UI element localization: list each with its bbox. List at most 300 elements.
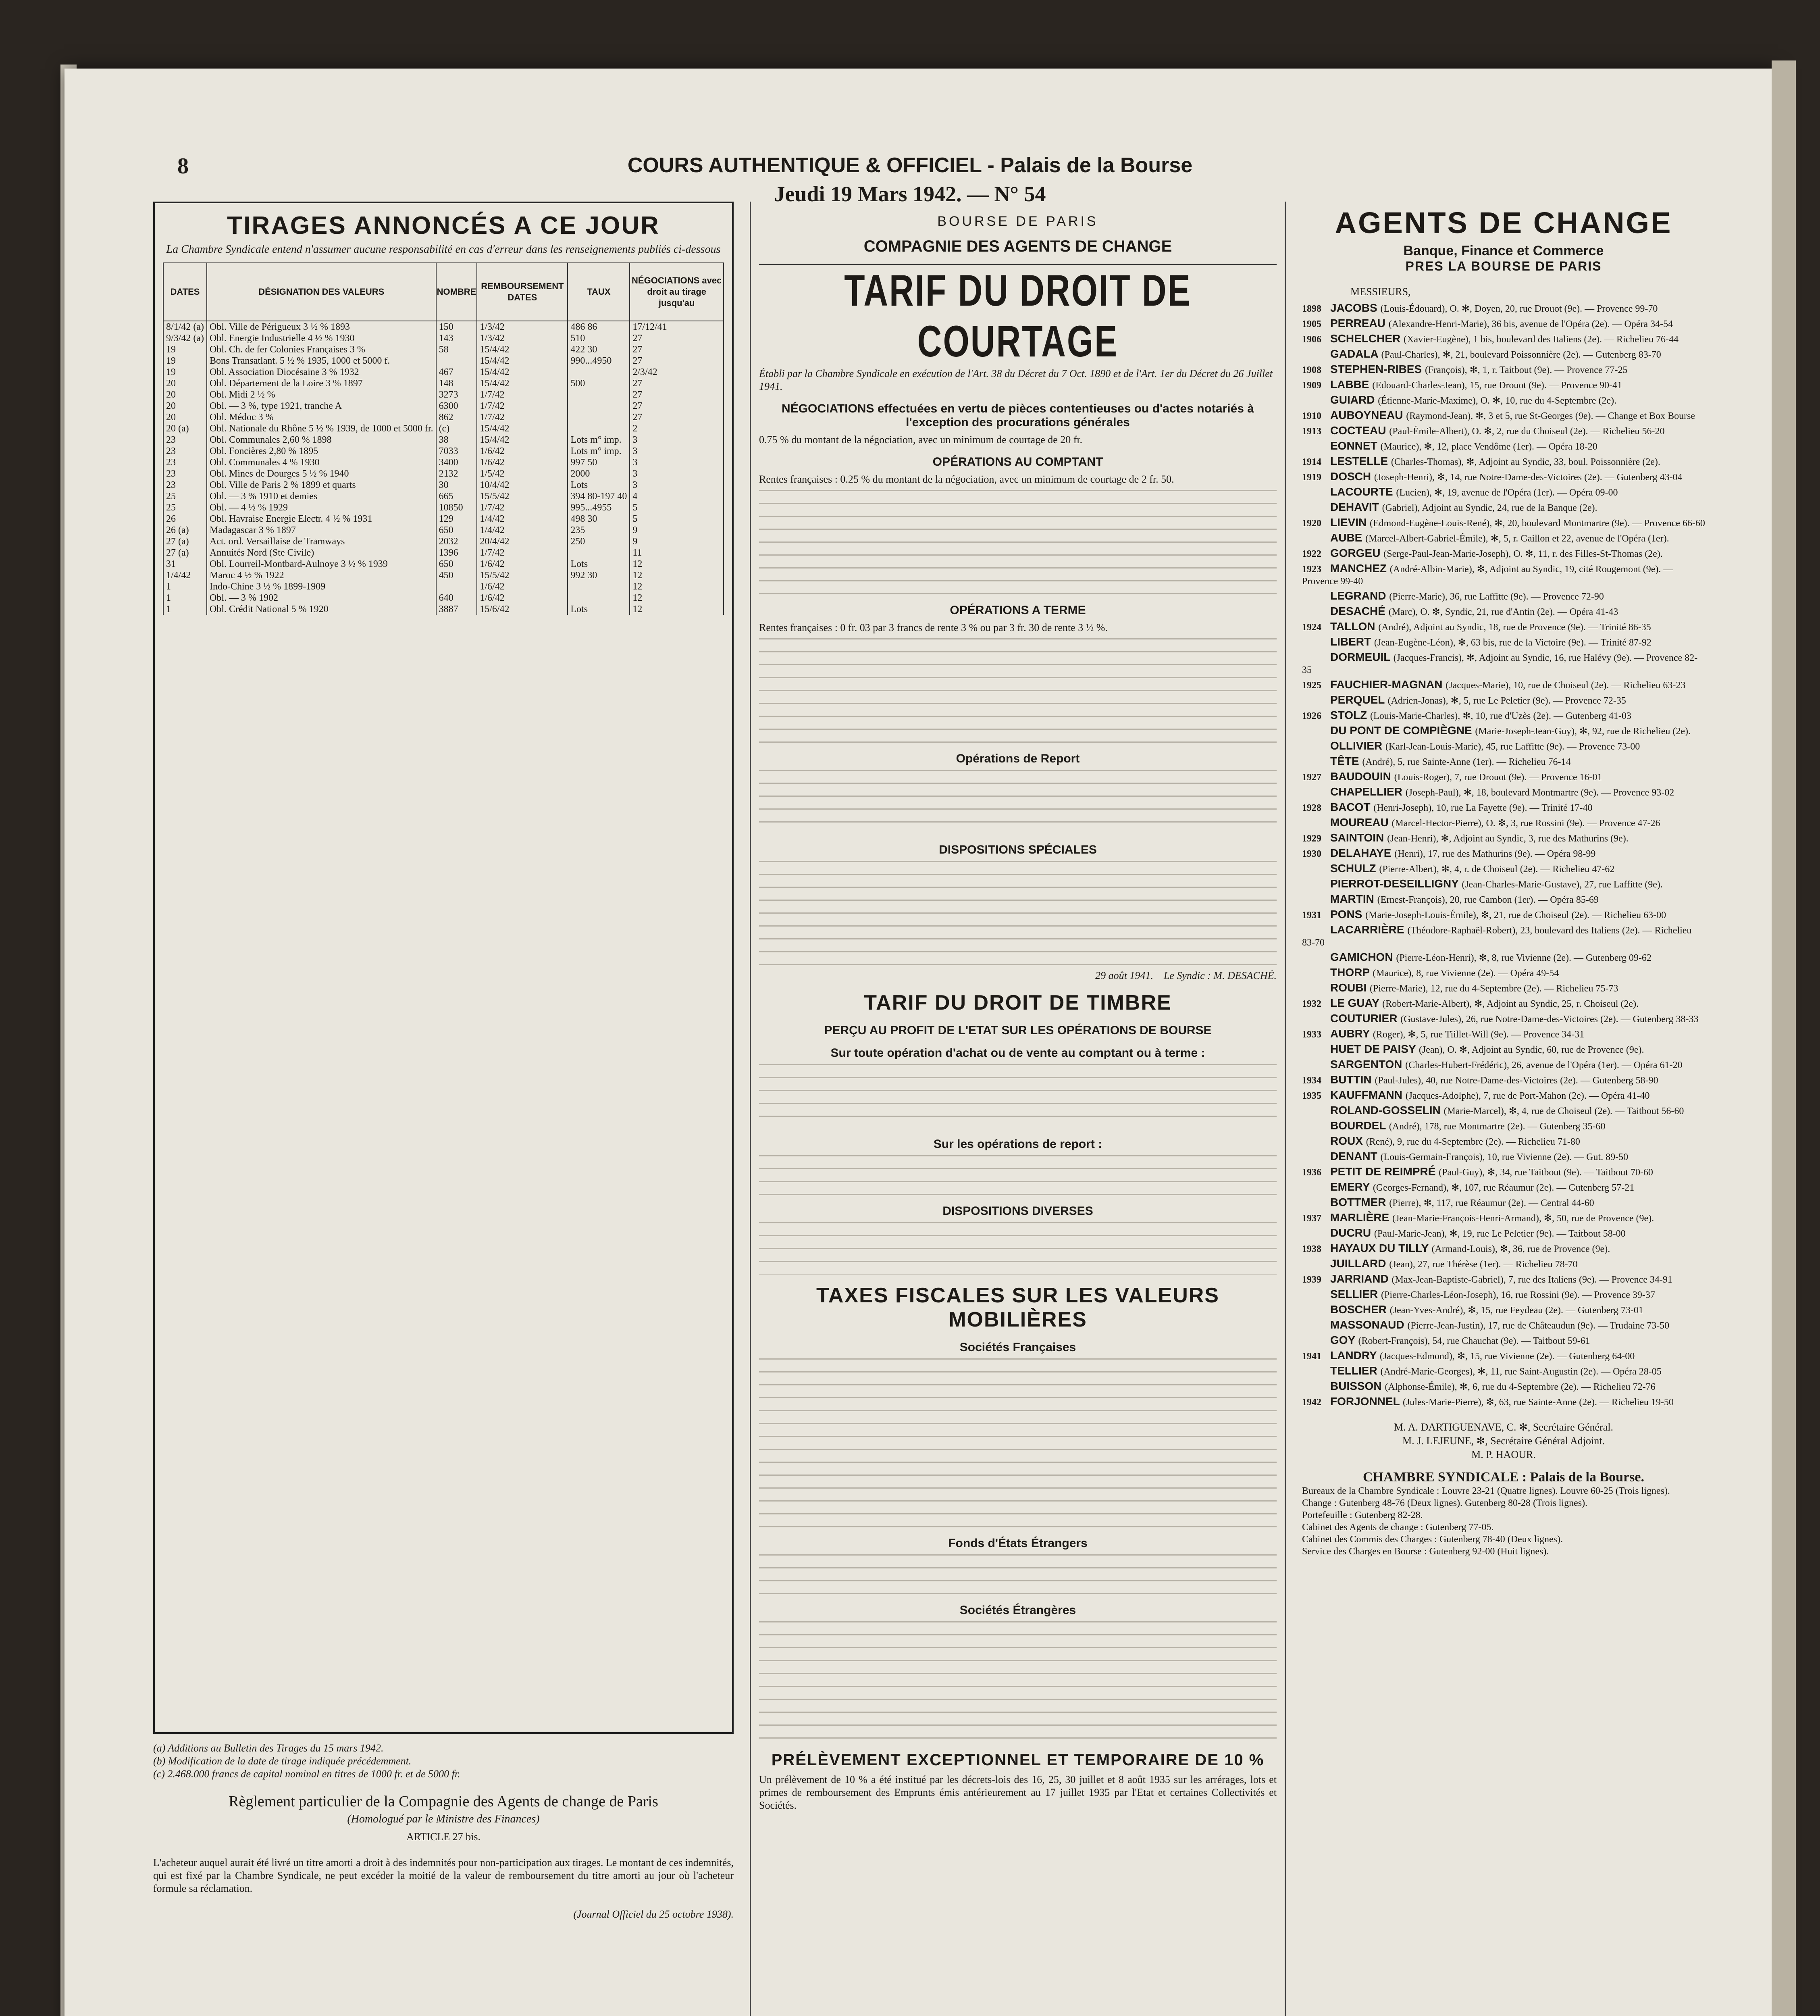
agent-entry <box>1302 1395 1705 1408</box>
agent-year: 1906 <box>1302 334 1321 345</box>
table-cell: 1/5/42 <box>477 468 568 479</box>
table-cell: 15/4/42 <box>477 434 568 446</box>
agent-info: (Jean-Marie-François-Henri-Armand), ✻, 50, rue de Provence (9e). <box>1392 1213 1654 1224</box>
agent-entry <box>1302 801 1705 814</box>
table-row <box>163 367 724 378</box>
table-cell: 500 <box>568 378 630 389</box>
table-cell: 990...4950 <box>568 355 630 367</box>
agent-name: STEPHEN-RIBES <box>1330 363 1425 375</box>
agent-info: (Jacques-Adolphe), 7, rue de Port-Mahon (2e). — Opéra 41-40 <box>1405 1091 1650 1101</box>
table-cell: 3 <box>630 446 724 457</box>
page-number: 8 <box>177 154 189 179</box>
agent-entry <box>1302 425 1705 437</box>
table-cell: 1/6/42 <box>477 446 568 457</box>
agent-name: BAUDOUIN <box>1330 770 1394 783</box>
agents-subtitle: Banque, Finance et Commerce <box>1403 243 1604 258</box>
agent-entry <box>1302 605 1705 618</box>
agent-info: (Étienne-Marie-Maxime), O. ✻, 10, rue du 4-Septembre (2e). <box>1378 396 1617 406</box>
agent-entry <box>1302 302 1705 315</box>
table-cell: Bons Transatlant. 5 ½ % 1935, 1000 et 5000 f. <box>207 355 436 367</box>
taxes-title: TAXES FISCALES SUR LES VALEURS MOBILIÈRES <box>816 1284 1219 1331</box>
agent-year: 1931 <box>1302 910 1321 921</box>
agent-name: MARLIÈRE <box>1330 1211 1392 1224</box>
table-cell: 1/7/42 <box>477 400 568 412</box>
agent-entry <box>1302 1089 1705 1102</box>
table-cell: 20 (a) <box>163 423 207 434</box>
agent-info: (Louis-Marie-Charles), ✻, 10, rue d'Uzès (2e). — Gutenberg 41-03 <box>1370 711 1631 721</box>
agent-info: (André-Marie-Georges), ✻, 11, rue Saint-Augustin (2e). — Opéra 28-05 <box>1380 1366 1662 1377</box>
table-cell: 995...4955 <box>568 502 630 513</box>
agent-year: 1942 <box>1302 1397 1321 1408</box>
agent-entry <box>1302 532 1705 545</box>
agent-name: BUTTIN <box>1330 1073 1375 1086</box>
table-cell: 486 86 <box>568 321 630 333</box>
table-cell: Maroc 4 ½ % 1922 <box>207 570 436 581</box>
table-cell: 235 <box>568 525 630 536</box>
agent-name: LABBE <box>1330 378 1373 391</box>
agent-year: 1937 <box>1302 1213 1321 1224</box>
agent-name: FAUCHIER-MAGNAN <box>1330 678 1446 691</box>
tirages-notes <box>153 1742 734 1781</box>
agent-name: HUET DE PAISY <box>1330 1043 1419 1055</box>
agent-info: (André-Albin-Marie), ✻, Adjoint au Syndic, 19, cité Rougemont (9e). — Provence 99-40 <box>1302 564 1673 587</box>
table-cell <box>568 581 630 592</box>
agent-entry <box>1302 832 1705 845</box>
staff-list <box>1302 1420 1705 1462</box>
table-cell: 2132 <box>436 468 477 479</box>
table-cell: Obl. — 3 % 1910 et demies <box>207 491 436 502</box>
agent-info: (Jules-Marie-Pierre), ✻, 63, rue Sainte-Anne (2e). — Richelieu 19-50 <box>1402 1397 1674 1408</box>
chambre-line-6: Service des Charges en Bourse : Gutenberg 92-00 (Huit lignes). <box>1302 1546 1549 1557</box>
table-cell: 19 <box>163 367 207 378</box>
table-row <box>163 468 724 479</box>
table-cell: 26 <box>163 513 207 525</box>
table-cell: 9 <box>630 525 724 536</box>
agent-name: TELLIER <box>1330 1364 1381 1377</box>
agent-info: (Marie-Joseph-Jean-Guy), ✻, 92, rue de Richelieu (2e). <box>1475 726 1691 737</box>
table-cell: Annuités Nord (Ste Civile) <box>207 547 436 558</box>
table-cell: 2 <box>630 423 724 434</box>
agent-year: 1928 <box>1302 803 1321 813</box>
agent-info: (Paul-Charles), ✻, 21, boulevard Poissonnière (2e). — Gutenberg 83-70 <box>1381 350 1661 360</box>
table-cell: Lots <box>568 604 630 615</box>
agent-info: (Charles-Hubert-Frédéric), 26, avenue de l'Opéra (1er). — Opéra 61-20 <box>1405 1060 1683 1070</box>
table-cell: 10/4/42 <box>477 479 568 491</box>
table-row <box>163 479 724 491</box>
agent-year: 1914 <box>1302 457 1321 467</box>
agent-entry <box>1302 1135 1705 1148</box>
table-cell: 30 <box>436 479 477 491</box>
table-cell: 4 <box>630 491 724 502</box>
agent-info: (Joseph-Henri), ✻, 14, rue Notre-Dame-des-Victoires (2e). — Gutenberg 43-04 <box>1374 472 1683 483</box>
agent-info: (Alphonse-Émile), ✻, 6, rue du 4-Septembre (2e). — Richelieu 72-76 <box>1385 1382 1656 1392</box>
table-cell: Obl. Lourreil-Montbard-Aulnoye 3 ½ % 1939 <box>207 558 436 570</box>
table-cell: Obl. Communales 2,60 % 1898 <box>207 434 436 446</box>
agent-name: PONS <box>1330 908 1366 921</box>
agent-entry <box>1302 1334 1705 1347</box>
timbre-subtitle: PERÇU AU PROFIT DE L'ETAT SUR LES OPÉRATIONS DE BOURSE <box>824 1024 1212 1037</box>
agent-year: 1932 <box>1302 999 1321 1009</box>
table-cell: Obl. Association Diocésaine 3 % 1932 <box>207 367 436 378</box>
table-cell: Obl. Ville de Périgueux 3 ½ % 1893 <box>207 321 436 333</box>
agent-info: (Pierre-Léon-Henri), ✻, 8, rue Vivienne (2e). — Gutenberg 09-62 <box>1396 953 1652 963</box>
table-cell: 20/4/42 <box>477 536 568 547</box>
dispositions-body <box>759 861 1277 966</box>
agent-entry <box>1302 379 1705 392</box>
table-cell: Obl. Energie Industrielle 4 ½ % 1930 <box>207 333 436 344</box>
staff-1: M. A. DARTIGUENAVE, C. ✻, Secrétaire Général. <box>1394 1421 1613 1433</box>
agents-list <box>1302 302 1705 1408</box>
agent-info: (Marcel-Hector-Pierre), O. ✻, 3, rue Rossini (9e). — Provence 47-26 <box>1392 818 1660 829</box>
table-cell <box>436 581 477 592</box>
agent-name: GADALA <box>1330 348 1381 360</box>
table-cell: 640 <box>436 592 477 604</box>
fonds-etrangers-body <box>759 1554 1277 1595</box>
table-cell: 862 <box>436 412 477 423</box>
table-cell: 1/4/42 <box>477 513 568 525</box>
table-cell: 1/6/42 <box>477 457 568 468</box>
table-cell: 5 <box>630 513 724 525</box>
comptant-text: Rentes françaises : 0.25 % du montant de la négociation, avec un minimum de courtage de 2 fr. 50. <box>759 473 1174 485</box>
reglement-source: (Journal Officiel du 25 octobre 1938). <box>573 1908 734 1920</box>
agent-entry <box>1302 786 1705 799</box>
agent-year: 1909 <box>1302 380 1321 391</box>
dispositions-heading: DISPOSITIONS SPÉCIALES <box>939 843 1097 856</box>
table-cell: Obl. Département de la Loire 3 % 1897 <box>207 378 436 389</box>
table-row <box>163 355 724 367</box>
agent-entry <box>1302 486 1705 499</box>
agent-entry <box>1302 709 1705 722</box>
agent-entry <box>1302 679 1705 691</box>
reglement-section <box>153 1793 734 1923</box>
table-cell: 3887 <box>436 604 477 615</box>
agent-info: (Edmond-Eugène-Louis-René), ✻, 20, boulevard Montmartre (9e). — Provence 66-60 <box>1370 518 1705 529</box>
agent-entry <box>1302 1273 1705 1286</box>
reglement-subtitle: (Homologué par le Ministre des Finances) <box>347 1813 540 1825</box>
agent-name: SAINTOIN <box>1330 831 1387 844</box>
agent-info: (Charles-Thomas), ✻, Adjoint au Syndic, 33, boul. Poissonnière (2e). <box>1391 457 1660 467</box>
table-cell: 23 <box>163 457 207 468</box>
agent-info: (Paul-Émile-Albert), O. ✻, 2, rue du Choiseul (2e). — Richelieu 56-20 <box>1389 426 1665 437</box>
agent-name: LANDRY <box>1330 1349 1380 1362</box>
table-cell: Obl. Ch. de fer Colonies Françaises 3 % <box>207 344 436 355</box>
agent-info: (Jacques-Francis), ✻, Adjoint au Syndic, 16, rue Halévy (9e). — Provence 82-35 <box>1302 653 1698 675</box>
agent-entry <box>1302 455 1705 468</box>
tirages-column-header: TAUX <box>568 263 630 321</box>
table-cell: 15/4/42 <box>477 344 568 355</box>
table-cell: 3273 <box>436 389 477 400</box>
tirages-subtitle: La Chambre Syndicale entend n'assumer aucune responsabilité en cas d'erreur dans les renseignements publiés ci-dessous <box>166 243 721 256</box>
agent-name: GORGEU <box>1330 547 1384 559</box>
agent-entry <box>1302 547 1705 560</box>
agent-name: SCHULZ <box>1330 862 1379 875</box>
note-c: (c) 2.468.000 francs de capital nominal en titres de 1000 fr. et de 5000 fr. <box>153 1768 460 1780</box>
agent-info: (Marcel-Albert-Gabriel-Émile), ✻, 5, r. Gaillon et 22, avenue de l'Opéra (1er). <box>1365 533 1669 544</box>
agent-entry <box>1302 1380 1705 1393</box>
table-row <box>163 378 724 389</box>
table-cell: 6300 <box>436 400 477 412</box>
table-cell: 23 <box>163 479 207 491</box>
table-row <box>163 536 724 547</box>
agent-name: BUISSON <box>1330 1380 1385 1392</box>
table-row <box>163 525 724 536</box>
agent-info: (Alexandre-Henri-Marie), 36 bis, avenue de l'Opéra (2e). — Opéra 34-54 <box>1388 319 1673 329</box>
agent-entry <box>1302 1196 1705 1209</box>
table-cell: 1396 <box>436 547 477 558</box>
societes-francaises-body <box>759 1358 1277 1528</box>
agent-info: (Lucien), ✻, 19, avenue de l'Opéra (1er). — Opéra 09-00 <box>1396 487 1618 498</box>
agent-info: (Paul-Guy), ✻, 34, rue Taitbout (9e). — Taitbout 70-60 <box>1439 1167 1653 1178</box>
agent-info: (Max-Jean-Baptiste-Gabriel), 7, rue des Italiens (9e). — Provence 34-91 <box>1392 1275 1672 1285</box>
agent-name: JUILLARD <box>1330 1257 1389 1270</box>
agent-entry <box>1302 1288 1705 1301</box>
table-cell: 27 <box>630 333 724 344</box>
agent-name: DESACHÉ <box>1330 605 1389 617</box>
agent-entry <box>1302 363 1705 376</box>
table-cell: 12 <box>630 592 724 604</box>
agent-entry <box>1302 1242 1705 1255</box>
agent-year: 1939 <box>1302 1275 1321 1285</box>
agent-name: PERREAU <box>1330 317 1389 329</box>
table-cell: 3 <box>630 479 724 491</box>
agent-info: (Marie-Joseph-Louis-Émile), ✻, 21, rue de Choiseul (2e). — Richelieu 63-00 <box>1365 910 1666 921</box>
table-cell: 1/6/42 <box>477 558 568 570</box>
table-cell: Act. ord. Versaillaise de Tramways <box>207 536 436 547</box>
table-row <box>163 491 724 502</box>
table-cell: 27 (a) <box>163 536 207 547</box>
agent-entry <box>1302 651 1705 676</box>
table-cell: 15/4/42 <box>477 367 568 378</box>
agent-entry <box>1302 394 1705 407</box>
chambre-details <box>1302 1485 1705 1558</box>
tirages-title: TIRAGES ANNONCÉS A CE JOUR <box>227 212 660 240</box>
agent-year: 1926 <box>1302 711 1321 721</box>
table-cell: Obl. Ville de Paris 2 % 1899 et quarts <box>207 479 436 491</box>
agent-info: (Maurice), 8, rue Vivienne (2e). — Opéra 49-54 <box>1373 968 1559 979</box>
table-cell: 1/7/42 <box>477 412 568 423</box>
table-cell: Lots <box>568 479 630 491</box>
table-row <box>163 389 724 400</box>
agent-name: EONNET <box>1330 439 1381 452</box>
staff-3: M. P. HAOUR. <box>1471 1449 1536 1460</box>
terme-heading: OPÉRATIONS A TERME <box>950 604 1086 617</box>
agent-entry <box>1302 516 1705 529</box>
agent-name: LE GUAY <box>1330 997 1383 1009</box>
table-cell: 19 <box>163 344 207 355</box>
table-cell: 1/7/42 <box>477 502 568 513</box>
agent-info: (André), Adjoint au Syndic, 18, rue de Provence (9e). — Trinité 86-35 <box>1378 622 1651 633</box>
table-cell: Lots m° imp. <box>568 434 630 446</box>
bourse-label: BOURSE DE PARIS <box>937 214 1098 229</box>
tirages-table <box>163 262 724 615</box>
agent-info: (Gustave-Jules), 26, rue Notre-Dame-des-Victoires (2e). — Gutenberg 38-33 <box>1400 1014 1699 1025</box>
agent-info: (Jean-Henri), ✻, Adjoint au Syndic, 3, rue des Mathurins (9e). <box>1387 833 1629 844</box>
table-cell: 25 <box>163 502 207 513</box>
agent-year: 1898 <box>1302 304 1321 314</box>
table-row <box>163 423 724 434</box>
table-cell: Obl. — 3 %, type 1921, tranche A <box>207 400 436 412</box>
issue-date: Jeudi 19 Mars 1942. — N° 54 <box>774 182 1046 206</box>
table-cell: 150 <box>436 321 477 333</box>
table-cell: Lots m° imp. <box>568 446 630 457</box>
table-cell <box>568 547 630 558</box>
agent-year: 1908 <box>1302 365 1321 375</box>
table-cell: 1/4/42 <box>477 525 568 536</box>
table-cell: 15/4/42 <box>477 423 568 434</box>
table-row <box>163 581 724 592</box>
agent-entry <box>1302 1258 1705 1270</box>
agent-year: 1933 <box>1302 1029 1321 1040</box>
table-row <box>163 547 724 558</box>
agent-entry <box>1302 816 1705 829</box>
agent-info: (Xavier-Eugène), 1 bis, boulevard des Italiens (2e). — Richelieu 76-44 <box>1404 334 1679 345</box>
terme-text: Rentes françaises : 0 fr. 03 par 3 francs de rente 3 % ou par 3 fr. 30 de rente 3 ½ %. <box>759 622 1108 633</box>
table-cell: 3 <box>630 457 724 468</box>
report-heading: Opérations de Report <box>956 752 1080 765</box>
table-cell: 10850 <box>436 502 477 513</box>
agent-info: (Jean-Eugène-Léon), ✻, 63 bis, rue de la Victoire (9e). — Trinité 87-92 <box>1374 637 1652 648</box>
agent-name: HAYAUX DU TILLY <box>1330 1242 1432 1254</box>
timbre-comptant: Sur toute opération d'achat ou de vente au comptant ou à terme : <box>830 1046 1205 1060</box>
agent-name: GUIARD <box>1330 394 1378 406</box>
agent-name: STOLZ <box>1330 709 1371 721</box>
agent-year: 1930 <box>1302 849 1321 859</box>
table-cell: 8/1/42 (a) <box>163 321 207 333</box>
agent-info: (Jean), O. ✻, Adjoint au Syndic, 60, rue de Provence (9e). <box>1419 1045 1644 1055</box>
table-cell: 650 <box>436 525 477 536</box>
table-cell: Obl. Médoc 3 % <box>207 412 436 423</box>
table-row <box>163 604 724 615</box>
agent-info: (Jean), 27, rue Thérèse (1er). — Richelieu 78-70 <box>1389 1259 1578 1270</box>
table-cell: 27 (a) <box>163 547 207 558</box>
table-row <box>163 446 724 457</box>
agent-name: PIERROT-DESEILLIGNY <box>1330 877 1462 890</box>
agent-name: BOTTMER <box>1330 1196 1389 1208</box>
agent-entry <box>1302 893 1705 906</box>
table-cell: 143 <box>436 333 477 344</box>
table-cell: 2000 <box>568 468 630 479</box>
negociations-heading: NÉGOCIATIONS effectuées en vertu de pièces contentieuses ou d'actes notariés à l'exception des procurations générales <box>782 402 1254 429</box>
table-cell: 1/6/42 <box>477 581 568 592</box>
agent-name: TÊTE <box>1330 755 1362 767</box>
table-cell: 26 (a) <box>163 525 207 536</box>
table-cell: 1 <box>163 581 207 592</box>
left-column <box>153 202 734 2016</box>
agent-entry <box>1302 317 1705 330</box>
right-column <box>1302 202 1705 2016</box>
agent-info: (André), 178, rue Montmartre (2e). — Gutenberg 35-60 <box>1389 1121 1606 1132</box>
table-row <box>163 513 724 525</box>
agent-name: GOY <box>1330 1334 1358 1346</box>
agent-entry <box>1302 440 1705 453</box>
agent-name: MANCHEZ <box>1330 562 1390 575</box>
table-cell: 27 <box>630 378 724 389</box>
table-cell <box>568 389 630 400</box>
chambre-line-4: Cabinet des Agents de change : Gutenberg 77-05. <box>1302 1522 1494 1533</box>
agent-name: LIBERT <box>1330 635 1374 648</box>
agent-info: (François), ✻, 1, r. Taitbout (9e). — Provence 77-25 <box>1425 365 1628 375</box>
agent-entry <box>1302 908 1705 921</box>
agent-info: (Paul-Jules), 40, rue Notre-Dame-des-Victoires (2e). — Gutenberg 58-90 <box>1375 1075 1658 1086</box>
table-cell: 27 <box>630 355 724 367</box>
agent-year: 1938 <box>1302 1244 1321 1254</box>
agent-name: DENANT <box>1330 1150 1381 1162</box>
agent-entry <box>1302 1227 1705 1240</box>
agent-entry <box>1302 590 1705 603</box>
table-cell: 5 <box>630 502 724 513</box>
table-cell: 665 <box>436 491 477 502</box>
messieurs-label: MESSIEURS, <box>1350 286 1411 298</box>
agent-name: PETIT DE REIMPRÉ <box>1330 1165 1439 1178</box>
table-cell: 38 <box>436 434 477 446</box>
agent-entry <box>1302 1104 1705 1117</box>
publication-title: COURS AUTHENTIQUE & OFFICIEL - Palais de la Bourse <box>627 154 1193 177</box>
table-row <box>163 434 724 446</box>
agent-info: (Joseph-Paul), ✻, 18, boulevard Montmartre (9e). — Provence 93-02 <box>1405 787 1674 798</box>
table-cell: 1/3/42 <box>477 333 568 344</box>
table-cell <box>568 423 630 434</box>
agents-title: AGENTS DE CHANGE <box>1335 206 1672 240</box>
agent-entry <box>1302 1043 1705 1056</box>
table-cell: 17/12/41 <box>630 321 724 333</box>
agent-name: BOURDEL <box>1330 1119 1389 1132</box>
agent-name: DORMEUIL <box>1330 651 1394 663</box>
agent-info: (Raymond-Jean), ✻, 3 et 5, rue St-Georges (9e). — Change et Box Bourse <box>1406 411 1695 421</box>
table-cell: 12 <box>630 581 724 592</box>
chambre-line-5: Cabinet des Commis des Charges : Gutenberg 78-40 (Deux lignes). <box>1302 1534 1563 1545</box>
agent-info: (René), 9, rue du 4-Septembre (2e). — Richelieu 71-80 <box>1366 1137 1580 1147</box>
agent-name: MARTIN <box>1330 893 1377 905</box>
agent-year: 1923 <box>1302 564 1321 575</box>
agent-entry <box>1302 1074 1705 1087</box>
agent-info: (Henri), 17, rue des Mathurins (9e). — Opéra 98-99 <box>1394 849 1596 859</box>
agent-name: MASSONAUD <box>1330 1318 1408 1331</box>
agent-entry <box>1302 409 1705 422</box>
agent-name: LACARRIÈRE <box>1330 923 1408 936</box>
agent-name: DU PONT DE COMPIÈGNE <box>1330 724 1475 737</box>
table-cell: 23 <box>163 446 207 457</box>
agent-entry <box>1302 1181 1705 1194</box>
agent-year: 1919 <box>1302 472 1321 483</box>
agent-entry <box>1302 847 1705 860</box>
table-cell: Obl. Mines de Dourges 5 ½ % 1940 <box>207 468 436 479</box>
agent-name: JARRIAND <box>1330 1272 1392 1285</box>
tirages-column-header: NÉGOCIATIONS avec droit au tirage jusqu'au <box>630 263 724 321</box>
agent-entry <box>1302 1365 1705 1378</box>
table-cell <box>568 592 630 604</box>
table-row <box>163 333 724 344</box>
syndic-signature: Le Syndic : M. DESACHÉ. <box>1163 970 1277 981</box>
agent-entry <box>1302 348 1705 361</box>
agent-info: (Ernest-François), 20, rue Cambon (1er). — Opéra 85-69 <box>1377 895 1599 905</box>
terme-body <box>759 638 1277 743</box>
table-cell: 450 <box>436 570 477 581</box>
agent-name: SARGENTON <box>1330 1058 1406 1070</box>
agent-entry <box>1302 1120 1705 1133</box>
agent-info: (Robert-Marie-Albert), ✻, Adjoint au Syndic, 25, r. Choiseul (2e). <box>1382 999 1639 1009</box>
table-cell: 27 <box>630 400 724 412</box>
table-cell: 3 <box>630 434 724 446</box>
table-cell: 31 <box>163 558 207 570</box>
agent-name: COCTEAU <box>1330 424 1389 437</box>
comptant-heading: OPÉRATIONS AU COMPTANT <box>932 455 1103 469</box>
agent-info: (Robert-François), 54, rue Chauchat (9e). — Taitbout 59-61 <box>1358 1336 1590 1346</box>
table-cell: Obl. Crédit National 5 % 1920 <box>207 604 436 615</box>
negociations-text: 0.75 % du montant de la négociation, avec un minimum de courtage de 20 fr. <box>759 434 1083 446</box>
table-cell: 12 <box>630 604 724 615</box>
table-cell <box>436 355 477 367</box>
table-cell: 20 <box>163 378 207 389</box>
